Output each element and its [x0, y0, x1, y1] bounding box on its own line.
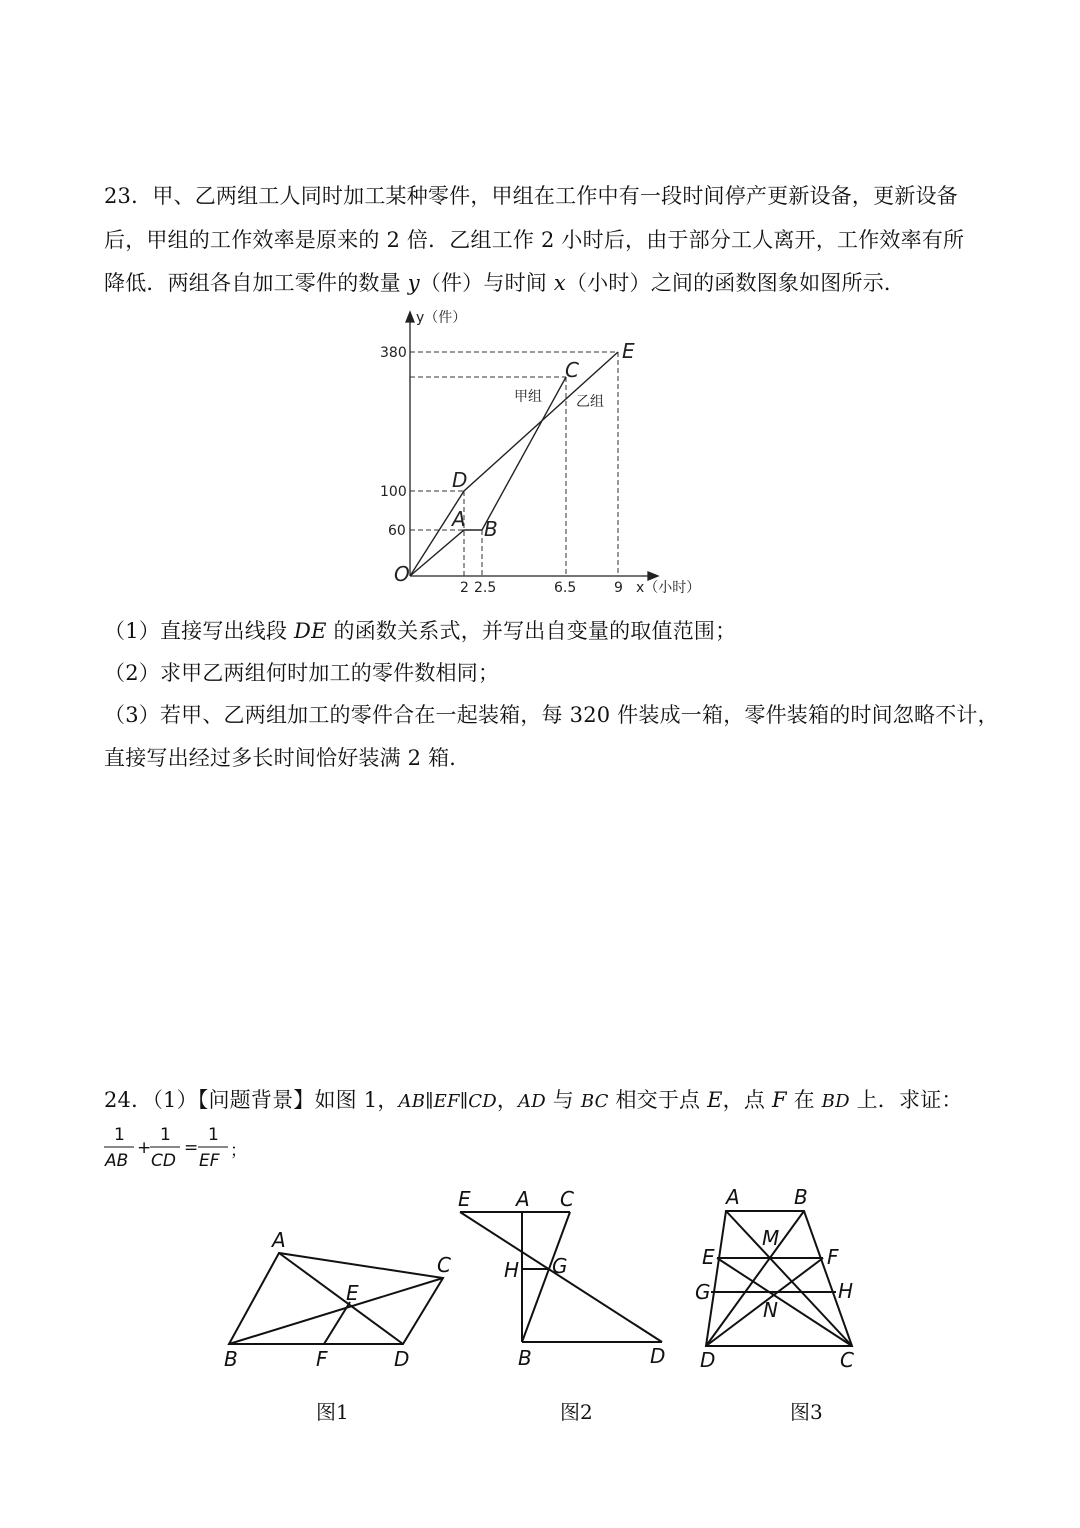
q23-sub2: （2）求甲乙两组何时加工的零件数相同； [104, 661, 500, 685]
svg-text:M: M [762, 1226, 780, 1250]
svg-text:H: H [838, 1279, 854, 1303]
svg-text:B: B [224, 1347, 238, 1371]
svg-text:D: D [650, 1344, 666, 1368]
series-yi-line [410, 352, 618, 576]
q23-function-graph [370, 300, 710, 600]
x-tick-2-5: 2.5 [474, 580, 497, 596]
q24-figure1 [210, 1230, 470, 1380]
series-jia-label: 甲组 [514, 389, 542, 405]
point-a-label: A [452, 507, 466, 531]
svg-text:1: 1 [114, 1125, 125, 1145]
y-axis-arrow [406, 312, 414, 322]
x-tick-6-5: 6.5 [554, 580, 577, 596]
q24-figure3 [690, 1182, 880, 1372]
q23-line3: 降低．两组各自加工零件的数量 y（件）与时间 x（小时）之间的函数图象如图所示． [104, 271, 906, 295]
svg-text:N: N [763, 1298, 778, 1322]
x-axis-label: x（小时） [636, 580, 701, 596]
svg-text:CD: CD [151, 1151, 176, 1171]
q24-formula [100, 1122, 260, 1174]
svg-text:F: F [316, 1347, 328, 1371]
point-c-label: C [565, 358, 579, 382]
svg-text:+: + [137, 1138, 152, 1158]
point-d-label: D [452, 468, 468, 492]
svg-text:1: 1 [208, 1125, 219, 1145]
svg-text:D: D [394, 1347, 410, 1371]
origin-label: O [394, 562, 410, 586]
svg-text:F: F [827, 1245, 839, 1269]
y-tick-380: 380 [380, 345, 407, 361]
y-axis-label: y（件） [416, 310, 467, 326]
svg-text:B: B [518, 1346, 532, 1370]
q24-intro: 24．（1）【问题背景】如图 1，AB∥EF∥CD，AD 与 BC 相交于点 E，点 F 在 BD 上．求证： [104, 1088, 963, 1112]
series-yi-label: 乙组 [576, 394, 604, 410]
svg-text:；: ； [230, 1141, 247, 1161]
svg-text:D: D [700, 1348, 716, 1372]
svg-text:=: = [184, 1138, 199, 1158]
y-tick-60: 60 [388, 523, 406, 539]
svg-text:AB: AB [105, 1151, 129, 1171]
svg-text:EF: EF [199, 1151, 220, 1171]
svg-text:1: 1 [160, 1125, 171, 1145]
q23-sub3-line2: 直接写出经过多长时间恰好装满 2 箱． [104, 746, 471, 770]
svg-text:E: E [702, 1245, 715, 1269]
y-tick-100: 100 [380, 484, 407, 500]
point-e-label: E [622, 339, 635, 363]
svg-text:C: C [437, 1253, 451, 1277]
svg-text:G: G [552, 1254, 568, 1278]
svg-text:H: H [504, 1258, 520, 1282]
x-tick-2: 2 [460, 580, 469, 596]
svg-text:B: B [794, 1185, 808, 1209]
svg-text:A: A [272, 1230, 286, 1252]
q23-sub1: （1）直接写出线段 DE 的函数关系式，并写出自变量的取值范围； [104, 619, 737, 643]
svg-text:E: E [346, 1281, 359, 1305]
svg-text:A: A [726, 1185, 740, 1209]
x-tick-9: 9 [614, 580, 623, 596]
svg-text:G: G [695, 1280, 711, 1304]
point-b-label: B [484, 517, 498, 541]
svg-text:A: A [516, 1187, 530, 1211]
q23-sub3-line1: （3）若甲、乙两组加工的零件合在一起装箱，每 320 件装成一箱，零件装箱的时间忽略不计， [104, 703, 999, 727]
q23-line1: 23．甲、乙两组工人同时加工某种零件，甲组在工作中有一段时间停产更新设备，更新设备 [104, 184, 958, 208]
series-jia-line [410, 377, 566, 576]
x-axis-arrow [648, 572, 658, 580]
figure3-caption: 图3 [790, 1400, 823, 1424]
q23-line2: 后，甲组的工作效率是原来的 2 倍．乙组工作 2 小时后，由于部分工人离开，工作效率有所 [104, 228, 965, 252]
q24-figure2 [450, 1185, 680, 1375]
svg-text:E: E [458, 1187, 471, 1211]
figure2-caption: 图2 [560, 1400, 593, 1424]
svg-text:C: C [560, 1187, 574, 1211]
figure1-caption: 图1 [316, 1400, 349, 1424]
svg-text:C: C [840, 1348, 854, 1372]
